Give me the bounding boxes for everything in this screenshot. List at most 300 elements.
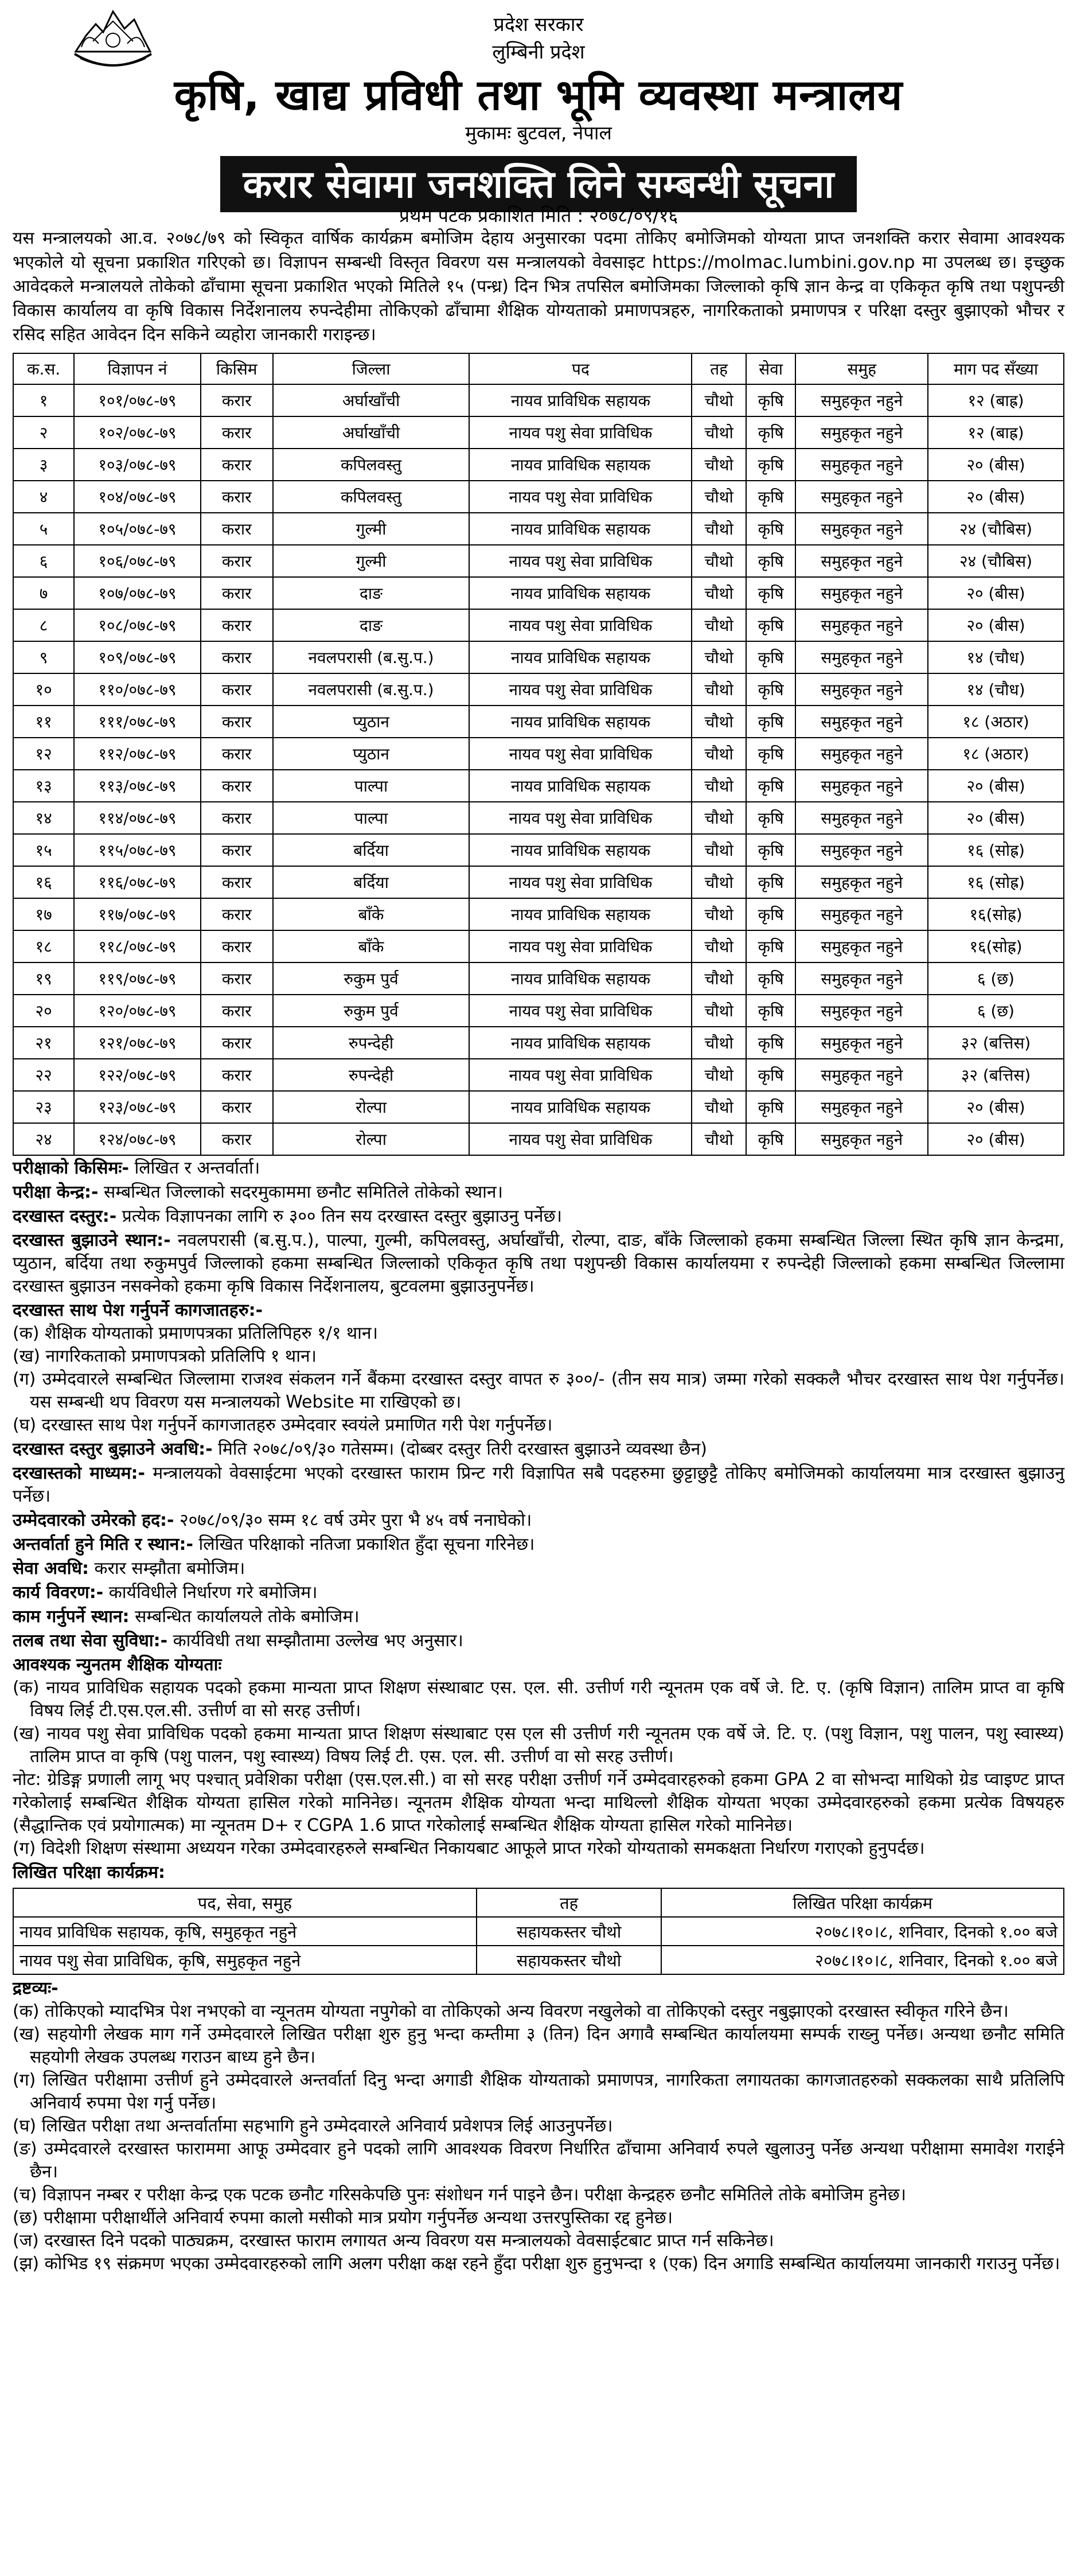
- table-cell: चौथो: [692, 1091, 746, 1123]
- table-cell: १२१/०७८-७९: [74, 1027, 201, 1059]
- table-row: [13, 1027, 1064, 1059]
- table-cell: १०: [13, 673, 74, 706]
- table-cell: कृषि: [746, 706, 796, 738]
- table-cell: १६(सोह्र): [928, 898, 1064, 930]
- table-cell: १२३/०७८-७९: [74, 1091, 201, 1123]
- table-row: [13, 1091, 1064, 1123]
- table-row: [13, 416, 1064, 449]
- table-row: [13, 930, 1064, 962]
- table-cell: ५: [13, 513, 74, 545]
- table-cell: १२ (बाह्र): [928, 416, 1064, 449]
- submission-place: [13, 1229, 1064, 1298]
- table-cell: नवलपरासी (ब.सु.प.): [273, 673, 470, 706]
- table-row: [13, 481, 1064, 513]
- letterhead: [13, 0, 1064, 227]
- table-cell: २० (बीस): [928, 1091, 1064, 1123]
- column-header: पद: [469, 353, 692, 384]
- table-cell: समुहकृत नहुने: [795, 1059, 928, 1091]
- table-cell: करार: [201, 577, 273, 609]
- note-item: (घ) लिखित परीक्षा तथा अन्तर्वार्तामा सहभागि हुने उम्मेदवारले अनिवार्य प्रवेशपत्र लिई आउनुपर्नेछ।: [13, 2116, 613, 2136]
- table-cell: ११०/०७८-७९: [74, 673, 201, 706]
- submit-place-label: दरखास्त बुझाउने स्थान:-: [13, 1230, 171, 1250]
- table-cell: २०७८।१०।८, शनिवार, दिनको १.०० बजे: [661, 1946, 1064, 1974]
- table-cell: २० (बीस): [928, 770, 1064, 802]
- table-row: [13, 834, 1064, 866]
- table-cell: नायव प्राविधिक सहायक: [469, 898, 692, 930]
- column-header: सेवा: [746, 353, 796, 384]
- table-cell: १०३/०७८-७९: [74, 449, 201, 481]
- table-cell: १८ (अठार): [928, 738, 1064, 770]
- table-cell: १४: [13, 802, 74, 834]
- table-cell: चौथो: [692, 545, 746, 577]
- table-cell: नायव प्राविधिक सहायक: [469, 384, 692, 416]
- table-cell: नायव प्राविधिक सहायक: [469, 706, 692, 738]
- column-header: लिखित परिक्षा कार्यक्रम: [661, 1888, 1064, 1917]
- table-cell: १९: [13, 962, 74, 995]
- table-cell: नायव पशु सेवा प्राविधिक: [469, 416, 692, 449]
- documents-label: दरखास्त साथ पेश गर्नुपर्ने कागजातहरु:-: [13, 1300, 263, 1320]
- deadline-text: मिति २०७८/०९/३० गतेसम्म। (दोब्बर दस्तुर तिरी दरखास्त बुझाउने व्यवस्था छैन): [218, 1439, 707, 1459]
- table-cell: १०६/०७८-७९: [74, 545, 201, 577]
- table-cell: नायव पशु सेवा प्राविधिक: [469, 802, 692, 834]
- table-cell: कृषि: [746, 995, 796, 1027]
- table-cell: सहायकस्तर चौथो: [477, 1946, 661, 1974]
- table-row: [13, 384, 1064, 416]
- table-cell: ११३/०७८-७९: [74, 770, 201, 802]
- table-cell: १०२/०७८-७९: [74, 416, 201, 449]
- table-cell: करार: [201, 738, 273, 770]
- table-cell: कृषि: [746, 1123, 796, 1155]
- table-row: [13, 1917, 1064, 1946]
- table-cell: कृषि: [746, 609, 796, 641]
- qualification-section: [13, 1654, 1064, 1860]
- service-period-text: करार सम्झौता बमोजिम।: [94, 1558, 245, 1579]
- column-header: किसिम: [201, 353, 273, 384]
- table-cell: चौथो: [692, 802, 746, 834]
- table-cell: समुहकृत नहुने: [795, 770, 928, 802]
- table-cell: ११७/०७८-७९: [74, 898, 201, 930]
- table-cell: ३२ (बत्तिस): [928, 1059, 1064, 1091]
- table-cell: ६ (छ): [928, 962, 1064, 995]
- application-fee: [13, 1205, 1064, 1228]
- table-cell: रुकुम पुर्व: [273, 995, 470, 1027]
- table-cell: कृषि: [746, 577, 796, 609]
- table-cell: १११/०७८-७९: [74, 706, 201, 738]
- table-cell: २३: [13, 1091, 74, 1123]
- table-cell: १४ (चौध): [928, 641, 1064, 673]
- table-cell: चौथो: [692, 481, 746, 513]
- table-row: [13, 545, 1064, 577]
- table-cell: कृषि: [746, 802, 796, 834]
- table-cell: ६: [13, 545, 74, 577]
- table-cell: नायव प्राविधिक सहायक: [469, 1027, 692, 1059]
- table-cell: समुहकृत नहुने: [795, 673, 928, 706]
- table-cell: ३: [13, 449, 74, 481]
- table-cell: करार: [201, 545, 273, 577]
- table-cell: नायव प्राविधिक सहायक: [469, 770, 692, 802]
- table-cell: नायव प्राविधिक सहायक: [469, 449, 692, 481]
- table-cell: रुपन्देही: [273, 1059, 470, 1091]
- table-cell: कृषि: [746, 673, 796, 706]
- table-cell: कृषि: [746, 962, 796, 995]
- table-cell: कृषि: [746, 384, 796, 416]
- table-cell: करार: [201, 930, 273, 962]
- salary-text: कार्यविधी तथा सम्झौतामा उल्लेख भए अनुसार।: [173, 1631, 463, 1651]
- table-cell: नायव पशु सेवा प्राविधिक: [469, 673, 692, 706]
- table-cell: नायव प्राविधिक सहायक, कृषि, समुहकृत नहुने: [13, 1917, 477, 1946]
- table-cell: नायव पशु सेवा प्राविधिक: [469, 609, 692, 641]
- table-cell: कृषि: [746, 1059, 796, 1091]
- exam-schedule-label: लिखित परिक्षा कार्यक्रम:: [13, 1862, 165, 1883]
- table-cell: नायव प्राविधिक सहायक: [469, 1091, 692, 1123]
- table-cell: गुल्मी: [273, 513, 470, 545]
- table-cell: नायव प्राविधिक सहायक: [469, 834, 692, 866]
- qualification-item: (ख) नायव पशु सेवा प्राविधिक पदको हकमा मान्यता प्राप्त शिक्षण संस्थाबाट एस एल सी उत्तीर्ण गरी न्यूनतम एक वर्षे जे. टि. ए. (पशु विज्ञान, पशु पालन, पशु स्वास्थ्य) तालिम प्राप्त वा कृषि (पशु पालन, पशु स्वास्थ्य) विषय लिई टी. एस. एल. सी. उत्तीर्ण वा सो सरह उत्तीर्ण।: [13, 1724, 1064, 1767]
- table-cell: २०: [13, 995, 74, 1027]
- job-desc-label: कार्य विवरण:-: [13, 1583, 104, 1603]
- table-cell: कृषि: [746, 641, 796, 673]
- exam-schedule-header: [13, 1888, 1064, 1917]
- table-cell: २१: [13, 1027, 74, 1059]
- table-cell: चौथो: [692, 449, 746, 481]
- table-cell: करार: [201, 416, 273, 449]
- table-cell: चौथो: [692, 770, 746, 802]
- table-cell: २० (बीस): [928, 481, 1064, 513]
- table-cell: करार: [201, 1091, 273, 1123]
- qualification-item: (ग) विदेशी शिक्षण संस्थामा अध्ययन गरेका उम्मेदवारहरुले सम्बन्धित निकायबाट आफूले प्राप्त गरेको योग्यताको समकक्षता निर्धारण गराएको हुनुपर्दछ।: [13, 1838, 925, 1858]
- deadline-label: दरखास्त दस्तुर बुझाउने अवधि:-: [13, 1439, 213, 1459]
- job-desc-text: कार्यविधीले निर्धारण गरे बमोजिम।: [108, 1583, 318, 1603]
- note-item: (ग) लिखित परीक्षामा उत्तीर्ण हुने उम्मेदवारले अन्तर्वार्ता दिनु भन्दा अगाडी शैक्षिक योग्यताको प्रमाणपत्र, नागरिकता लगायतका कागजातहरुको सक्कलका साथै प्रतिलिपि अनिवार्य रुपमा पेश गर्नु पर्नेछ।: [13, 2070, 1064, 2113]
- qualification-item: (क) नायव प्राविधिक सहायक पदको हकमा मान्यता प्राप्त शिक्षण संस्थाबाट एस. एल. सी. उत्तीर्ण गरी न्यूनतम एक वर्षे जे. टि. ए. (कृषि विज्ञान) तालिम प्राप्त वा कृषि विषय लिई टी.एस.एल.सी. उत्तीर्ण वा सो सरह उत्तीर्ण।: [13, 1678, 1064, 1721]
- notice-banner: करार सेवामा जनशक्ति लिने सम्बन्धी सूचना: [220, 156, 857, 212]
- table-cell: १२४/०७८-७९: [74, 1123, 201, 1155]
- note-item: (ख) सहयोगी लेखक माग गर्ने उम्मेदवारले लिखित परीक्षा शुरु हुनु भन्दा कम्तीमा ३ (तिन) दिन अगावै सम्बन्धित कार्यालयमा सम्पर्क राख्नु पर्नेछ। अन्यथा छनौट समिति सहयोगी लेखक उपलब्ध गराउन बाध्य हुने छैन।: [13, 2024, 1064, 2067]
- table-cell: कृषि: [746, 481, 796, 513]
- table-cell: २० (बीस): [928, 609, 1064, 641]
- table-cell: समुहकृत नहुने: [795, 802, 928, 834]
- fee-text: प्रत्येक विज्ञापनका लागि रु ३०० तिन सय दरखास्त दस्तुर बुझाउनु पर्नेछ।: [122, 1206, 562, 1226]
- table-cell: करार: [201, 995, 273, 1027]
- table-cell: ११९/०७८-७९: [74, 962, 201, 995]
- table-cell: करार: [201, 770, 273, 802]
- table-cell: १५: [13, 834, 74, 866]
- table-cell: चौथो: [692, 513, 746, 545]
- service-period: [13, 1557, 1064, 1580]
- exam-center: [13, 1181, 1064, 1204]
- table-cell: २४ (चौबिस): [928, 513, 1064, 545]
- table-cell: बाँके: [273, 898, 470, 930]
- table-cell: १७: [13, 898, 74, 930]
- work-place-text: सम्बन्धित कार्यालयले तोके बमोजिम।: [135, 1607, 360, 1627]
- documents-section: [13, 1299, 1064, 1437]
- column-header: जिल्ला: [273, 353, 470, 384]
- work-place: [13, 1605, 1064, 1628]
- table-cell: १०५/०७८-७९: [74, 513, 201, 545]
- table-cell: पाल्पा: [273, 802, 470, 834]
- table-cell: समुहकृत नहुने: [795, 898, 928, 930]
- table-cell: नायव पशु सेवा प्राविधिक: [469, 1059, 692, 1091]
- column-header: क.स.: [13, 353, 74, 384]
- table-cell: ११: [13, 706, 74, 738]
- table-cell: करार: [201, 962, 273, 995]
- table-row: [13, 995, 1064, 1027]
- table-cell: रोल्पा: [273, 1123, 470, 1155]
- table-cell: करार: [201, 513, 273, 545]
- table-cell: १२: [13, 738, 74, 770]
- table-row: [13, 802, 1064, 834]
- notes-section: [13, 1977, 1064, 2275]
- note-item: (ङ) उम्मेदवारले दरखास्त फाराममा आफू उम्मेदवार हुने पदको लागि आवश्यक विवरण निर्धारित ढाँचामा अनिवार्य रुपले खुलाउनु पर्नेछ अन्यथा परीक्षामा समावेश गराईने छैन।: [13, 2139, 1064, 2182]
- table-cell: २४: [13, 1123, 74, 1155]
- table-cell: करार: [201, 1059, 273, 1091]
- table-cell: दाङ: [273, 577, 470, 609]
- table-row: [13, 706, 1064, 738]
- table-cell: बाँके: [273, 930, 470, 962]
- table-cell: समुहकृत नहुने: [795, 1091, 928, 1123]
- medium-label: दरखास्तको माध्यम:-: [13, 1463, 145, 1483]
- document-item: (घ) दरखास्त साथ पेश गर्नुपर्ने कागजातहरु उम्मेदवार स्वयंले प्रमाणित गरी पेश गर्नुपर्नेछ।: [13, 1415, 553, 1435]
- document-item: (क) शैक्षिक योग्यताको प्रमाणपत्रका प्रतिलिपिहरु १/१ थान।: [13, 1323, 378, 1343]
- table-cell: रोल्पा: [273, 1091, 470, 1123]
- table-cell: कृषि: [746, 866, 796, 898]
- header-government: प्रदेश सरकार: [493, 13, 584, 36]
- table-cell: ३२ (बत्तिस): [928, 1027, 1064, 1059]
- table-cell: समुहकृत नहुने: [795, 962, 928, 995]
- table-row: [13, 513, 1064, 545]
- table-cell: समुहकृत नहुने: [795, 1027, 928, 1059]
- table-cell: करार: [201, 673, 273, 706]
- note-item: (क) तोकिएको म्यादभित्र पेश नभएको वा न्यूनतम योग्यता नपुगेको वा तोकिएको अन्य विवरण नखुलेको वा तोकिएको दस्तुर नबुझाएको दरखास्त स्वीकृत गरिने छैन।: [13, 2001, 1009, 2021]
- table-cell: १०४/०७८-७९: [74, 481, 201, 513]
- table-cell: बर्दिया: [273, 866, 470, 898]
- table-cell: समुहकृत नहुने: [795, 930, 928, 962]
- submit-place-text: नवलपरासी (ब.सु.प.), पाल्पा, गुल्मी, कपिलवस्तु, अर्घाखाँची, रोल्पा, दाङ, बाँके जिल्लाको हकमा सम्बन्धित जिल्ला स्थित कृषि ज्ञान केन्द्रमा, प्युठान, बर्दिया तथा रुकुमपुर्व जिल्लाको हकमा सम्बन्धित जिल्लाको एकिकृत कृषि तथा पशुपन्छी विकास कार्यालयमा र रुपन्देही जिल्लाको हकमा सम्बन्धित जिल्लामा दरखास्त बुझाउन नसक्नेको हकमा कृषि विकास निर्देशनालय, बुटवलमा बुझाउनुपर्नेछ।: [13, 1230, 1064, 1296]
- table-cell: २२: [13, 1059, 74, 1091]
- header-location: मुकामः बुटवल, नेपाल: [465, 122, 612, 144]
- table-cell: चौथो: [692, 738, 746, 770]
- table-cell: २४ (चौबिस): [928, 545, 1064, 577]
- table-cell: समुहकृत नहुने: [795, 449, 928, 481]
- table-cell: नायव पशु सेवा प्राविधिक: [469, 738, 692, 770]
- table-cell: कृषि: [746, 1091, 796, 1123]
- table-cell: कृषि: [746, 513, 796, 545]
- document-item: (ख) नागरिकताको प्रमाणपत्रको प्रतिलिपि १ थान।: [13, 1346, 317, 1366]
- table-cell: पाल्पा: [273, 770, 470, 802]
- table-row: [13, 641, 1064, 673]
- table-cell: ९: [13, 641, 74, 673]
- table-cell: करार: [201, 1123, 273, 1155]
- table-cell: रुपन्देही: [273, 1027, 470, 1059]
- table-cell: गुल्मी: [273, 545, 470, 577]
- table-cell: समुहकृत नहुने: [795, 481, 928, 513]
- table-cell: चौथो: [692, 384, 746, 416]
- exam-type: [13, 1157, 1064, 1180]
- table-cell: नायव पशु सेवा प्राविधिक, कृषि, समुहकृत नहुने: [13, 1946, 477, 1974]
- salary-label: तलब तथा सेवा सुविधा:-: [13, 1631, 168, 1651]
- table-cell: १६(सोह्र): [928, 930, 1064, 962]
- interview-text: लिखित परिक्षाको नतिजा प्रकाशित हुँदा सूचना गरिनेछ।: [198, 1534, 535, 1554]
- table-cell: ४: [13, 481, 74, 513]
- table-cell: चौथो: [692, 898, 746, 930]
- table-cell: चौथो: [692, 706, 746, 738]
- table-cell: समुहकृत नहुने: [795, 641, 928, 673]
- table-cell: चौथो: [692, 1123, 746, 1155]
- salary-benefits: [13, 1630, 1064, 1653]
- table-row: [13, 577, 1064, 609]
- column-header: तह: [692, 353, 746, 384]
- column-header: विज्ञापन नं: [74, 353, 201, 384]
- table-cell: कृषि: [746, 770, 796, 802]
- table-cell: नायव प्राविधिक सहायक: [469, 962, 692, 995]
- qualification-label: आवश्यक न्युनतम शैक्षिक योग्यताः: [13, 1655, 222, 1675]
- table-row: [13, 770, 1064, 802]
- table-cell: २० (बीस): [928, 802, 1064, 834]
- table-cell: १०८/०७८-७९: [74, 609, 201, 641]
- table-cell: रुकुम पुर्व: [273, 962, 470, 995]
- notes-label: द्रष्टव्यः-: [13, 1978, 58, 1998]
- note-item: (ज) दरखास्त दिने पदको पाठ्यक्रम, दरखास्त फाराम लगायत अन्य विवरण यस मन्त्रालयको वेवसाईटबाट प्राप्त गर्न सकिनेछ।: [13, 2231, 774, 2251]
- fee-deadline: [13, 1438, 1064, 1461]
- table-cell: १२ (बाह्र): [928, 384, 1064, 416]
- table-cell: कृषि: [746, 1027, 796, 1059]
- table-row: [13, 449, 1064, 481]
- table-cell: १८ (अठार): [928, 706, 1064, 738]
- table-cell: कपिलवस्तु: [273, 481, 470, 513]
- age-limit: [13, 1509, 1064, 1532]
- table-cell: समुहकृत नहुने: [795, 609, 928, 641]
- table-cell: करार: [201, 1027, 273, 1059]
- vacancy-table: [13, 353, 1064, 1156]
- table-cell: समुहकृत नहुने: [795, 706, 928, 738]
- table-cell: ८: [13, 609, 74, 641]
- table-cell: करार: [201, 802, 273, 834]
- table-cell: करार: [201, 706, 273, 738]
- table-cell: कृषि: [746, 898, 796, 930]
- table-cell: २०७८।१०।८, शनिवार, दिनको १.०० बजे: [661, 1917, 1064, 1946]
- table-cell: ११४/०७८-७९: [74, 802, 201, 834]
- table-cell: नायव पशु सेवा प्राविधिक: [469, 1123, 692, 1155]
- table-cell: करार: [201, 834, 273, 866]
- table-cell: दाङ: [273, 609, 470, 641]
- table-cell: कृषि: [746, 930, 796, 962]
- table-cell: ११६/०७८-७९: [74, 866, 201, 898]
- table-cell: ११८/०७८-७९: [74, 930, 201, 962]
- age-text: २०७८/०९/३० सम्म १८ वर्ष उमेर पुरा भै ४५ वर्ष ननाघेको।: [180, 1510, 532, 1530]
- work-place-label: काम गर्नुपर्ने स्थान:: [13, 1607, 130, 1627]
- table-cell: नवलपरासी (ब.सु.प.): [273, 641, 470, 673]
- table-cell: नायव प्राविधिक सहायक: [469, 641, 692, 673]
- table-cell: १२०/०७८-७९: [74, 995, 201, 1027]
- note-item: (छ) परीक्षामा परीक्षार्थीले अनिवार्य रुपमा कालो मसीको मात्र प्रयोग गर्नुपर्नेछ अन्यथा उत्तरपुस्तिका रद्द हुनेछ।: [13, 2208, 673, 2228]
- exam-type-text: लिखित र अन्तर्वार्ता।: [134, 1158, 260, 1178]
- table-cell: १३: [13, 770, 74, 802]
- table-cell: २: [13, 416, 74, 449]
- header-province: लुम्बिनी प्रदेश: [492, 41, 585, 64]
- table-cell: १८: [13, 930, 74, 962]
- table-cell: कृषि: [746, 416, 796, 449]
- table-cell: १०९/०७८-७९: [74, 641, 201, 673]
- table-cell: प्युठान: [273, 738, 470, 770]
- table-cell: करार: [201, 609, 273, 641]
- table-cell: चौथो: [692, 1059, 746, 1091]
- exam-center-text: सम्बन्धित जिल्लाको सदरमुकाममा छनौट समितिले तोकेको स्थान।: [104, 1182, 503, 1202]
- table-cell: नायव प्राविधिक सहायक: [469, 513, 692, 545]
- table-cell: १६: [13, 866, 74, 898]
- table-cell: चौथो: [692, 1027, 746, 1059]
- table-cell: समुहकृत नहुने: [795, 866, 928, 898]
- table-cell: करार: [201, 866, 273, 898]
- table-cell: नायव पशु सेवा प्राविधिक: [469, 995, 692, 1027]
- table-cell: बर्दिया: [273, 834, 470, 866]
- table-cell: २० (बीस): [928, 449, 1064, 481]
- note-item: (च) विज्ञापन नम्बर र परीक्षा केन्द्र एक पटक छनौट गरिसकेपछि पुनः संशोधन गर्न पाइने छैन। परीक्षा केन्द्रहरु छनौट समितिले तोके बमोजिम हुनेछ।: [13, 2185, 907, 2205]
- table-cell: चौथो: [692, 995, 746, 1027]
- table-cell: समुहकृत नहुने: [795, 1123, 928, 1155]
- job-description: [13, 1581, 1064, 1604]
- table-cell: नायव प्राविधिक सहायक: [469, 577, 692, 609]
- fee-label: दरखास्त दस्तुर:-: [13, 1206, 117, 1226]
- table-row: [13, 673, 1064, 706]
- table-cell: करार: [201, 449, 273, 481]
- table-cell: अर्घाखाँची: [273, 416, 470, 449]
- table-cell: १४ (चौध): [928, 673, 1064, 706]
- table-cell: करार: [201, 641, 273, 673]
- medium-text: मन्त्रालयको वेवसाईटमा भएको दरखास्त फाराम प्रिन्ट गरी विज्ञापित सबै पदहरुमा छुट्टाछुट्टै तोकिए बमोजिमको कार्यालयमा मात्र दरखास्त बुझाउनु पर्नेछ।: [13, 1463, 1065, 1506]
- application-medium: [13, 1462, 1064, 1508]
- table-cell: चौथो: [692, 609, 746, 641]
- table-cell: समुहकृत नहुने: [795, 545, 928, 577]
- table-row: [13, 962, 1064, 995]
- table-cell: चौथो: [692, 577, 746, 609]
- vacancy-table-header: [13, 353, 1064, 384]
- table-cell: ११५/०७८-७९: [74, 834, 201, 866]
- table-cell: समुहकृत नहुने: [795, 384, 928, 416]
- table-row: [13, 866, 1064, 898]
- publication-date: प्रथम पटक प्रकाशित मिति : २०७८/०९/१६: [399, 205, 678, 227]
- qualification-note: नोट: ग्रेडिङ्ग प्रणाली लागू भए पश्चात् प्रवेशिका परीक्षा (एस.एल.सी.) वा सो सरह परीक्षा उत्तीर्ण गर्ने उम्मेदवारहरुको हकमा GPA 2 वा सोभन्दा माथिको ग्रेड प्वाइण्ट प्राप्त गरेकोलाई सम्बन्धित शैक्षिक योग्यता हासिल गरेको मानिनेछ। न्यूनतम शैक्षिक योग्यता भन्दा माथिल्लो शैक्षिक योग्यता भएका उम्मेदवारहरुको हकमा प्रत्येक विषयहरु (सैद्धान्तिक एवं प्रयोगात्मक) मा न्यूनतम D+ र CGPA 1.6 प्राप्त गरेकोलाई सम्बन्धित शैक्षिक योग्यता हासिल गरेको मानिनेछ।: [13, 1770, 1064, 1835]
- table-cell: कपिलवस्तु: [273, 449, 470, 481]
- table-cell: १६ (सोह्र): [928, 834, 1064, 866]
- table-cell: समुहकृत नहुने: [795, 738, 928, 770]
- table-cell: समुहकृत नहुने: [795, 834, 928, 866]
- table-cell: ६ (छ): [928, 995, 1064, 1027]
- table-cell: करार: [201, 898, 273, 930]
- table-cell: समुहकृत नहुने: [795, 513, 928, 545]
- table-cell: प्युठान: [273, 706, 470, 738]
- column-header: पद, सेवा, समुह: [13, 1888, 477, 1917]
- interview-info: [13, 1533, 1064, 1556]
- table-cell: कृषि: [746, 545, 796, 577]
- document-item: (ग) उम्मेदवारले सम्बन्धित जिल्लामा राजश्व संकलन गर्ने बैंकमा दरखास्त दस्तुर वापत रु ३००/- (तीन सय मात्र) जम्मा गरेको सक्कलै भौचर दरखास्त साथ पेश गर्नुपर्नेछ। यस सम्बन्धी थप विवरण यस मन्त्रालयको Website मा राखिएको छ।: [13, 1369, 1064, 1412]
- table-cell: कृषि: [746, 449, 796, 481]
- table-row: [13, 738, 1064, 770]
- table-row: [13, 609, 1064, 641]
- exam-schedule-table: [13, 1888, 1064, 1975]
- table-cell: ७: [13, 577, 74, 609]
- exam-center-label: परीक्षा केन्द्र:-: [13, 1182, 99, 1202]
- table-cell: करार: [201, 481, 273, 513]
- table-cell: चौथो: [692, 930, 746, 962]
- table-cell: चौथो: [692, 866, 746, 898]
- table-cell: १: [13, 384, 74, 416]
- table-cell: समुहकृत नहुने: [795, 577, 928, 609]
- table-cell: अर्घाखाँची: [273, 384, 470, 416]
- table-cell: चौथो: [692, 416, 746, 449]
- table-cell: समुहकृत नहुने: [795, 995, 928, 1027]
- table-cell: चौथो: [692, 641, 746, 673]
- age-label: उम्मेदवारको उमेरको हद:-: [13, 1510, 174, 1530]
